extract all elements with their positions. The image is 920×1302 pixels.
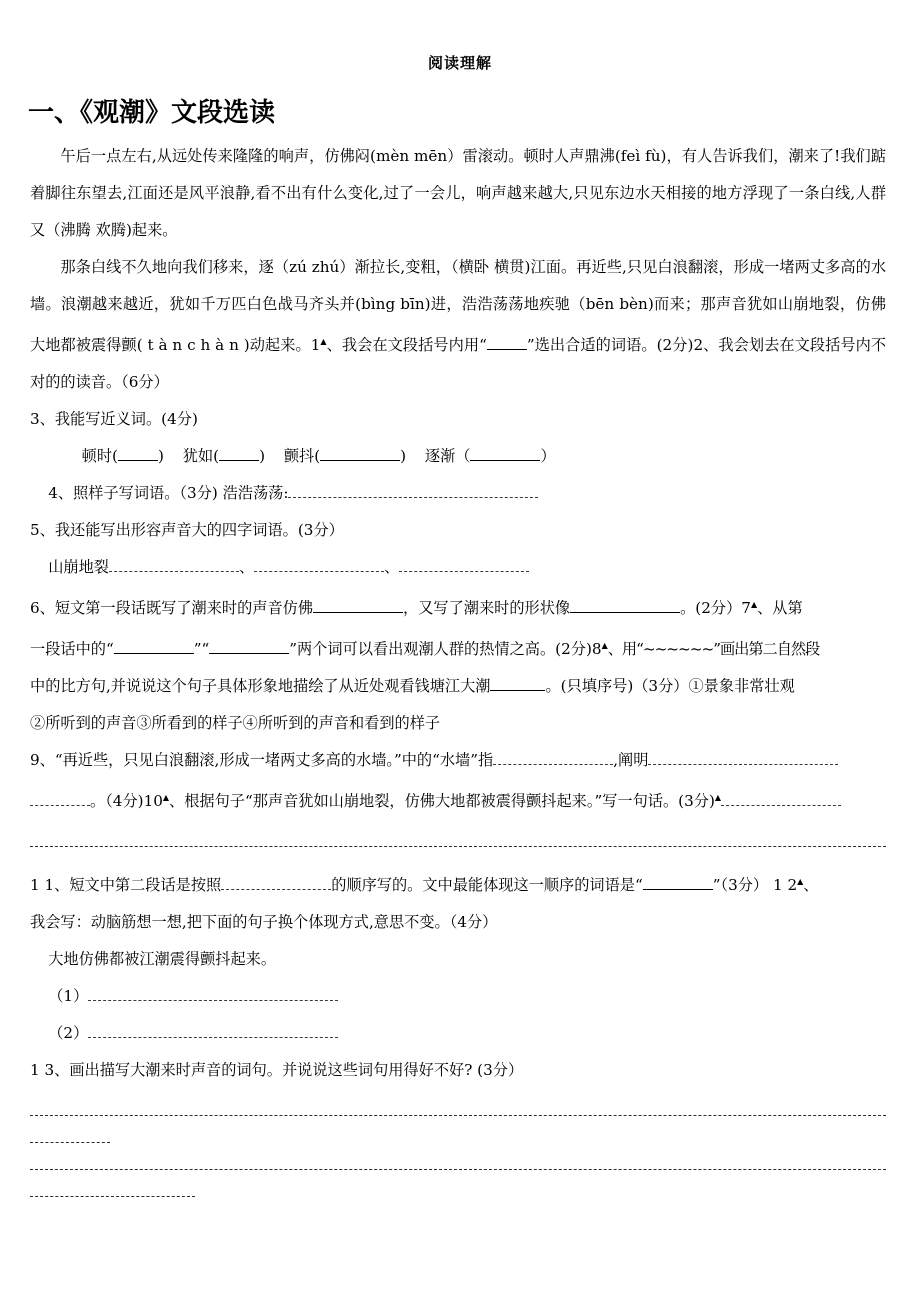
synonym-close-0: ) (157, 446, 164, 465)
question-1-blank[interactable] (487, 333, 527, 349)
question-11-blank-1[interactable] (643, 874, 713, 890)
question-4-text: 4、照样子写词语。（3分) 浩浩荡荡: (48, 483, 289, 502)
question-9-blank-2[interactable] (30, 790, 90, 806)
question-13-prompt: 1 3、画出描写大潮来时声音的词句。并说说这些词句用得好不好? (3分） (30, 1060, 524, 1079)
question-8-number: 8 (591, 639, 602, 658)
question-2-text: 、我会划去在文段括号内不对的的读音。（6分） (30, 335, 887, 391)
question-7-text-b: ”“ (193, 639, 210, 658)
synonym-word-2: 颤抖 (283, 446, 315, 465)
question-6-text-b: ，又写了潮来时的形状像 (403, 598, 571, 617)
question-12-prompt: 我会写：动脑筋想一想,把下面的句子换个体现方式,意思不变。（4分） (30, 912, 498, 931)
question-7-text-d: 、用“~~~~~~”画出第二自然段 (607, 639, 820, 658)
synonym-blank-3[interactable] (470, 444, 540, 460)
question-5-sep-2: 、 (384, 557, 400, 576)
passage-line-1a: 午后一点左右,从远处传来隆隆的响声，仿佛闷(mèn mēn）雷滚动。顿时人声鼎沸(feì fù)，有人告诉我们，潮来 (60, 146, 819, 165)
passage-paragraph-2 (30, 249, 886, 401)
synonym-item-2 (284, 447, 406, 465)
passage-block (30, 138, 886, 401)
question-5-prompt: 5、我还能写出形容声音大的四字词语。(3分） (30, 520, 344, 539)
synonym-blank-0[interactable] (118, 444, 158, 460)
question-7-blank-1[interactable] (209, 638, 289, 654)
question-12-sub-2-blank[interactable] (88, 1022, 338, 1038)
question-11-line (30, 863, 886, 904)
answer-rule-4[interactable] (30, 1196, 195, 1197)
question-10-number: 10 (143, 791, 163, 810)
question-9-line (30, 742, 886, 779)
question-10-line (30, 779, 886, 820)
passage-line-1b: 了!我们踮着脚往东望去,江面还是风平浪静,看不出有什么变化,过了一会儿，响声越来越大,只见东边水天相接的地方 (30, 146, 886, 202)
question-9-blank-0[interactable] (493, 749, 613, 765)
passage-line-2b: 丈多高的水墙。浪潮越来越近，犹如千万匹白色战马齐头并(bìng bīn)进，浩浩荡荡地疾驰（bēn bèn)而来；那声 (30, 257, 887, 313)
synonym-item-3 (425, 447, 556, 465)
question-12-sub-1-label: （1） (48, 986, 89, 1005)
question-1-text-b: ”选出合适的词语。(2 (526, 335, 673, 354)
passage-line-2c: 音犹如山崩地裂，仿佛大地都被震得颤( t à n c h à n )动起来。 (30, 294, 887, 354)
question-12-marker: ▲ (797, 876, 804, 886)
question-8-line (30, 668, 886, 705)
question-4-blank[interactable] (288, 481, 538, 497)
question-6-line (30, 586, 886, 627)
question-10-marker: ▲ (162, 792, 170, 802)
question-10-marker-end: ▲ (714, 792, 722, 802)
question-7-text-c: ”两个词可以看出观潮人群的热情之高。(2分) (289, 639, 592, 658)
question-5-sep-1: 、 (238, 557, 255, 576)
question-10-text: 、根据句子“那声音犹如山崩地裂，仿佛大地都被震得颤抖起来。”写一句话。(3分) (169, 791, 715, 810)
question-1-text-c: 分) (672, 335, 694, 354)
synonym-open-2: ( (314, 446, 321, 465)
question-11-blank-0[interactable] (221, 874, 331, 890)
question-5-blank-1[interactable] (254, 555, 384, 571)
question-8-blank[interactable] (490, 675, 545, 691)
question-9-blank-1[interactable] (648, 749, 838, 765)
question-8-text-b: 。(只填序号)（3分）①景象非常壮观 (545, 676, 795, 695)
question-5-blank-2[interactable] (399, 555, 529, 571)
question-7-marker: ▲ (750, 599, 758, 609)
synonym-close-1: ) (259, 446, 265, 465)
question-6-blank-1[interactable] (570, 597, 680, 613)
question-2-number: 2 (693, 335, 704, 354)
synonym-blank-1[interactable] (219, 444, 259, 460)
question-7-blank-0[interactable] (114, 638, 194, 654)
question-8-text-a: 中的比方句,并说说这个句子具体形象地描绘了从近处观看钱塘江大潮 (30, 676, 491, 695)
question-9-text-b: ,阐明 (613, 750, 649, 769)
question-3-answer-row (30, 438, 920, 475)
passage-paragraph-1 (30, 138, 886, 249)
synonym-open-3: （ (455, 446, 471, 465)
question-11-text-a: 1 1、短文中第二段话是按照 (30, 875, 222, 894)
answer-rule-q10[interactable] (30, 846, 886, 847)
question-5-block (30, 512, 886, 586)
question-3-block (30, 401, 886, 438)
answer-rule-2[interactable] (30, 1142, 110, 1143)
question-9-text-c: 。（4分) (90, 791, 144, 810)
synonym-blank-2[interactable] (320, 444, 400, 460)
synonym-item-1 (183, 447, 265, 465)
synonym-word-0: 顿时 (81, 446, 113, 465)
question-12-sub-2-label: （2） (48, 1023, 89, 1042)
question-10-blank[interactable] (721, 790, 841, 806)
question-1-number: 1 (310, 335, 321, 354)
question-5-answer-row (30, 549, 886, 586)
question-7-line (30, 627, 886, 668)
question-4-block (30, 475, 886, 512)
question-6-text-a: 6、短文第一段话既写了潮来时的声音仿佛 (30, 598, 314, 617)
synonym-close-2: ) (400, 446, 407, 465)
question-12-sentence: 大地仿佛都被江潮震得颤抖起来。 (48, 949, 277, 968)
question-12-sub-2-line (30, 1015, 886, 1052)
question-8-options-line: ②所听到的声音③所看到的样子④所听到的声音和看到的样子 (30, 713, 441, 732)
question-1-marker: ▲ (320, 336, 327, 346)
question-6-block (30, 586, 886, 742)
question-9-text-a: 9、“再近些，只见白浪翻滚,形成一堵两丈多高的水墙。”中的“水墙”指 (30, 750, 494, 769)
question-11-text-c: ”（3分） 1 2 (712, 875, 798, 894)
question-11-block (30, 863, 886, 1089)
question-7-number: 7 (741, 598, 751, 617)
passage-line-2a: 那条白线不久地向我们移来，逐（zú zhú）渐拉长,变粗，（横卧 横贯)江面。再近些,只见白浪翻滚，形成一堵两 (60, 257, 810, 276)
question-11-text-b: 的顺序写的。文中最能体现这一顺序的词语是“ (331, 875, 643, 894)
question-12-sub-1-blank[interactable] (88, 985, 338, 1001)
question-6-text-c: 。(2分） (680, 598, 742, 617)
synonym-open-0: ( (112, 446, 118, 465)
question-8-marker: ▲ (601, 640, 608, 650)
synonym-word-1: 犹如 (182, 446, 214, 465)
question-12-sub-1-line (30, 978, 886, 1015)
question-4-line (30, 475, 886, 512)
question-5-blank-0[interactable] (109, 555, 239, 571)
page-title: 阅读理解 (427, 54, 492, 72)
section-heading: 一、《观潮》文段选读 (28, 98, 276, 128)
answer-rule-1[interactable] (30, 1115, 886, 1116)
passage-line-1c: 浮现了一条白线,人群又（沸腾 欢腾)起来。 (30, 183, 887, 239)
synonym-word-3: 逐渐 (424, 446, 456, 465)
synonym-item-0 (82, 447, 164, 465)
synonym-close-3: ） (540, 446, 556, 465)
question-3-prompt: 3、我能写近义词。(4分) (30, 409, 198, 428)
question-7-text-a: 一段话中的“ (30, 639, 114, 658)
question-5-example: 山崩地裂 (48, 557, 109, 576)
question-6-blank-0[interactable] (313, 597, 403, 613)
answer-rule-3[interactable] (30, 1169, 886, 1170)
synonym-open-1: ( (213, 446, 220, 465)
question-9-block (30, 742, 886, 820)
question-1-text-a: 、我会在文段括号内用“ (326, 335, 487, 354)
question-11-text-d: 、 (803, 875, 819, 894)
question-6-text-d: 、从第 (757, 598, 803, 617)
